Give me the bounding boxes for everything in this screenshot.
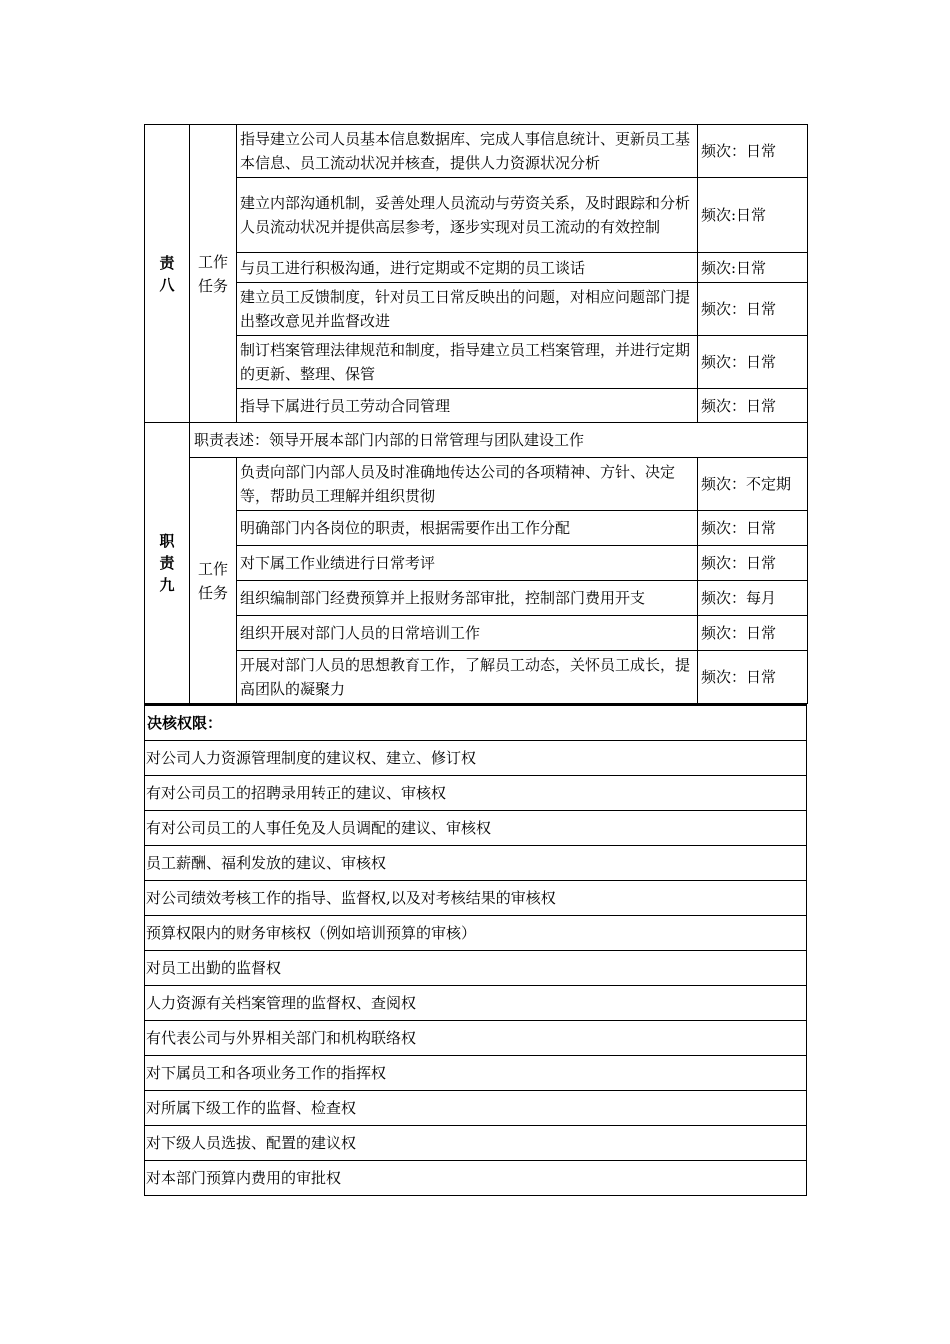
duty9-row-6 xyxy=(145,651,808,704)
authority-item: 对下属员工和各项业务工作的指挥权 xyxy=(145,1056,807,1091)
duty9-freq-6: 频次：日常 xyxy=(698,651,808,704)
duty9-freq-1: 频次：不定期 xyxy=(698,458,808,511)
duty9-task-4: 组织编制部门经费预算并上报财务部审批，控制部门费用开支 xyxy=(237,581,698,616)
duty8-row-4 xyxy=(145,283,808,336)
authority-title-row xyxy=(145,705,807,741)
authority-title: 决核权限： xyxy=(145,705,807,741)
duty9-task-1: 负责向部门内部人员及时准确地传达公司的各项精神、方针、决定等，帮助员工理解并组织贯彻 xyxy=(237,458,698,511)
duty9-row-5 xyxy=(145,616,808,651)
authority-row xyxy=(145,776,807,811)
authority-row xyxy=(145,986,807,1021)
duty8-task-2: 建立内部沟通机制，妥善处理人员流动与劳资关系，及时跟踪和分析人员流动状况并提供高层参考，逐步实现对员工流动的有效控制 xyxy=(237,178,698,253)
duty9-freq-3: 频次：日常 xyxy=(698,546,808,581)
duty8-task-3: 与员工进行积极沟通，进行定期或不定期的员工谈话 xyxy=(237,253,698,283)
authority-item: 预算权限内的财务审核权（例如培训预算的审核） xyxy=(145,916,807,951)
duty8-freq-4: 频次：日常 xyxy=(698,283,808,336)
authority-row xyxy=(145,1056,807,1091)
authority-item: 对公司绩效考核工作的指导、监督权,以及对考核结果的审核权 xyxy=(145,881,807,916)
authority-item: 有代表公司与外界相关部门和机构联络权 xyxy=(145,1021,807,1056)
authority-row xyxy=(145,881,807,916)
authority-row xyxy=(145,951,807,986)
duty8-freq-6: 频次：日常 xyxy=(698,389,808,423)
duty8-freq-2: 频次:日常 xyxy=(698,178,808,253)
authority-item: 对公司人力资源管理制度的建议权、建立、修订权 xyxy=(145,741,807,776)
duty8-task-6: 指导下属进行员工劳动合同管理 xyxy=(237,389,698,423)
duty8-row-2 xyxy=(145,178,808,253)
duty9-task-2: 明确部门内各岗位的职责，根据需要作出工作分配 xyxy=(237,511,698,546)
authority-item: 有对公司员工的人事任免及人员调配的建议、审核权 xyxy=(145,811,807,846)
duty9-sub-label: 工作 任务 xyxy=(190,458,237,704)
duty8-row-1 xyxy=(145,125,808,178)
duty8-freq-5: 频次：日常 xyxy=(698,336,808,389)
duty8-label: 责 八 xyxy=(145,125,190,423)
duty9-row-2 xyxy=(145,511,808,546)
authority-item: 对下级人员选拔、配置的建议权 xyxy=(145,1126,807,1161)
authority-item: 对所属下级工作的监督、检查权 xyxy=(145,1091,807,1126)
duty8-freq-3: 频次:日常 xyxy=(698,253,808,283)
duty8-row-5 xyxy=(145,336,808,389)
duty8-row-3 xyxy=(145,253,808,283)
duty9-row-3 xyxy=(145,546,808,581)
authority-item: 对本部门预算内费用的审批权 xyxy=(145,1161,807,1196)
duty-table xyxy=(144,124,808,704)
duty9-task-5: 组织开展对部门人员的日常培训工作 xyxy=(237,616,698,651)
authority-item: 有对公司员工的招聘录用转正的建议、审核权 xyxy=(145,776,807,811)
duty9-row-4 xyxy=(145,581,808,616)
authority-row xyxy=(145,916,807,951)
duty9-freq-2: 频次：日常 xyxy=(698,511,808,546)
duty9-freq-5: 频次：日常 xyxy=(698,616,808,651)
duty8-sub-label: 工作 任务 xyxy=(190,125,237,423)
authority-row xyxy=(145,1161,807,1196)
authority-row xyxy=(145,846,807,881)
duty9-freq-4: 频次：每月 xyxy=(698,581,808,616)
authority-row xyxy=(145,1021,807,1056)
authority-row xyxy=(145,811,807,846)
duty8-task-5: 制订档案管理法律规范和制度，指导建立员工档案管理，并进行定期的更新、整理、保管 xyxy=(237,336,698,389)
authority-row xyxy=(145,741,807,776)
duty9-task-3: 对下属工作业绩进行日常考评 xyxy=(237,546,698,581)
document-page xyxy=(144,124,807,1196)
authority-item: 人力资源有关档案管理的监督权、查阅权 xyxy=(145,986,807,1021)
authority-row xyxy=(145,1126,807,1161)
duty8-row-6 xyxy=(145,389,808,423)
duty8-freq-1: 频次：日常 xyxy=(698,125,808,178)
authority-item: 对员工出勤的监督权 xyxy=(145,951,807,986)
duty9-row-1 xyxy=(145,458,808,511)
duty8-task-4: 建立员工反馈制度，针对员工日常反映出的问题，对相应问题部门提出整改意见并监督改进 xyxy=(237,283,698,336)
duty9-label: 职 责 九 xyxy=(145,423,190,704)
authority-row xyxy=(145,1091,807,1126)
authority-table xyxy=(144,704,807,1196)
authority-item: 员工薪酬、福利发放的建议、审核权 xyxy=(145,846,807,881)
duty9-statement-row xyxy=(145,423,808,458)
duty9-statement: 职责表述：领导开展本部门内部的日常管理与团队建设工作 xyxy=(190,423,808,458)
duty9-task-6: 开展对部门人员的思想教育工作，了解员工动态，关怀员工成长，提高团队的凝聚力 xyxy=(237,651,698,704)
duty8-task-1: 指导建立公司人员基本信息数据库、完成人事信息统计、更新员工基本信息、员工流动状况并核查，提供人力资源状况分析 xyxy=(237,125,698,178)
